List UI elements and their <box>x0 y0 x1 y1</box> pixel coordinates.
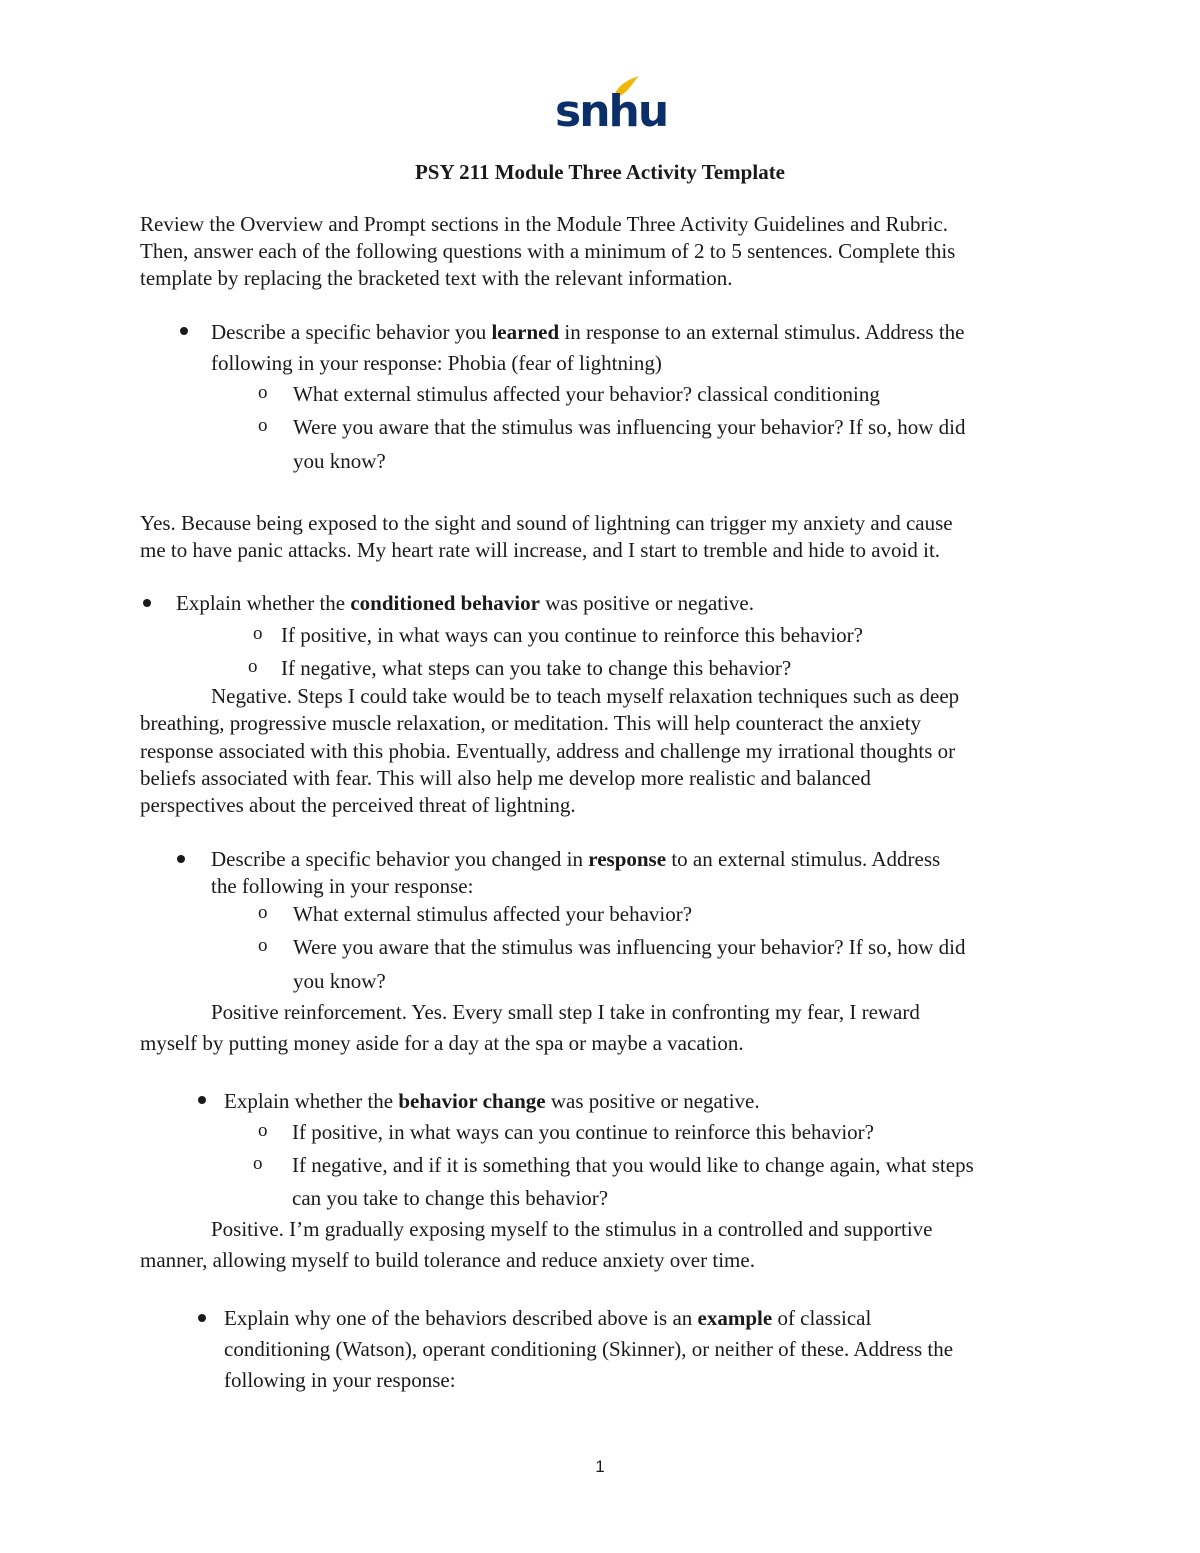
sub-bullet-icon: o <box>253 623 263 644</box>
sub-bullet-icon: o <box>258 415 268 436</box>
page-number: 1 <box>595 1457 605 1476</box>
intro-line: Then, answer each of the following questions with a minimum of 2 to 5 sentences. Complete this <box>140 239 956 263</box>
sub-question: Were you aware that the stimulus was influencing your behavior? If so, how did <box>293 935 966 959</box>
snhu-logo <box>555 74 668 137</box>
question-2: Explain whether the conditioned behavior was positive or negative. <box>176 591 754 615</box>
sub-question: What external stimulus affected your behavior? <box>293 902 693 926</box>
answer-line: Yes. Because being exposed to the sight and sound of lightning can trigger my anxiety and cause <box>140 511 953 535</box>
sub-question-line: can you take to change this behavior? <box>292 1186 609 1210</box>
intro-line: Review the Overview and Prompt sections in the Module Three Activity Guidelines and Rubric. <box>140 212 948 236</box>
answer-line: breathing, progressive muscle relaxation, or meditation. This will help counteract the anxiety <box>140 711 922 735</box>
answer-line: perspectives about the perceived threat of lightning. <box>140 793 576 817</box>
answer-line: response associated with this phobia. Eventually, address and challenge my irrational thoughts or <box>140 739 956 763</box>
sub-question: If positive, in what ways can you continue to reinforce this behavior? <box>281 623 863 647</box>
question-1: Describe a specific behavior you learned in response to an external stimulus. Address the <box>211 320 965 344</box>
sub-bullet-icon: o <box>258 902 268 923</box>
sub-question: If negative, what steps can you take to change this behavior? <box>281 656 792 680</box>
logo-text: snhu <box>555 86 668 137</box>
question-4: Explain whether the behavior change was positive or negative. <box>224 1089 760 1113</box>
answer-line: beliefs associated with fear. This will also help me develop more realistic and balanced <box>140 766 871 790</box>
answer-line: Positive. I’m gradually exposing myself to the stimulus in a controlled and supportive <box>211 1217 933 1241</box>
bullet-icon <box>180 327 188 335</box>
answer-line: myself by putting money aside for a day at the spa or maybe a vacation. <box>140 1031 744 1055</box>
sub-question: If negative, and if it is something that you would like to change again, what steps <box>292 1153 974 1177</box>
intro-line: template by replacing the bracketed text with the relevant information. <box>140 266 733 290</box>
question-3: Describe a specific behavior you changed in response to an external stimulus. Address <box>211 847 941 871</box>
bullet-icon <box>143 599 151 607</box>
bullet-icon <box>177 855 185 863</box>
sub-bullet-icon: o <box>258 935 268 956</box>
sub-bullet-icon: o <box>253 1153 263 1174</box>
question-5-line: conditioning (Watson), operant conditioning (Skinner), or neither of these. Address the <box>224 1337 954 1361</box>
answer-line: manner, allowing myself to build tolerance and reduce anxiety over time. <box>140 1248 755 1272</box>
sub-question: Were you aware that the stimulus was influencing your behavior? If so, how did <box>293 415 966 439</box>
sub-question-line: you know? <box>293 449 386 473</box>
bullet-icon <box>198 1314 206 1322</box>
answer-line: me to have panic attacks. My heart rate will increase, and I start to tremble and hide to avoid it. <box>140 538 941 562</box>
question-1-line: following in your response: Phobia (fear of lightning) <box>211 351 662 375</box>
sub-question: If positive, in what ways can you continue to reinforce this behavior? <box>292 1120 874 1144</box>
page-title: PSY 211 Module Three Activity Template <box>414 160 786 184</box>
answer-line: Negative. Steps I could take would be to teach myself relaxation techniques such as deep <box>211 684 960 708</box>
sub-bullet-icon: o <box>248 656 258 677</box>
bullet-icon <box>198 1096 206 1104</box>
question-5: Explain why one of the behaviors described above is an example of classical <box>224 1306 872 1330</box>
sub-bullet-icon: o <box>258 382 268 403</box>
sub-bullet-icon: o <box>258 1120 268 1141</box>
question-3-line: the following in your response: <box>211 874 474 898</box>
sub-question: What external stimulus affected your behavior? classical conditioning <box>293 382 880 406</box>
question-5-line: following in your response: <box>224 1368 456 1392</box>
answer-line: Positive reinforcement. Yes. Every small step I take in confronting my fear, I reward <box>211 1000 920 1024</box>
sub-question-line: you know? <box>293 969 386 993</box>
